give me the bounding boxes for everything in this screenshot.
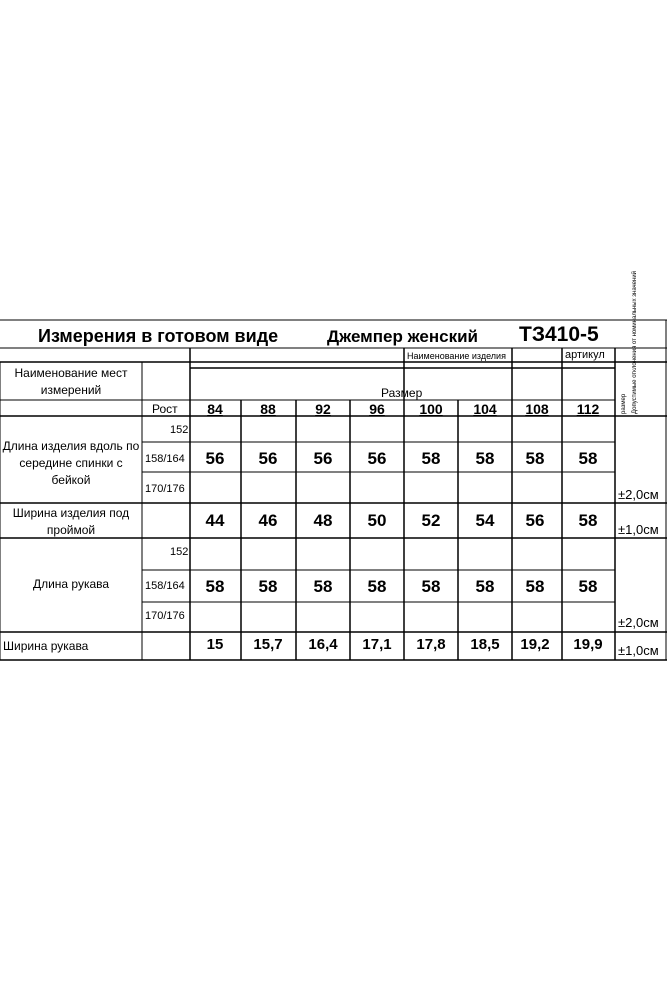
article-caption: артикул bbox=[565, 349, 605, 361]
value-cell: 48 bbox=[313, 511, 333, 530]
value-cell: 58 bbox=[258, 577, 278, 596]
size-cell: 108 bbox=[525, 401, 549, 417]
value-cell: 44 bbox=[205, 511, 225, 530]
value-cell: 58 bbox=[475, 449, 495, 468]
height-header: Рост bbox=[152, 402, 178, 416]
value-cell: 58 bbox=[421, 577, 441, 596]
tolerance-cell: ±1,0см bbox=[618, 522, 659, 537]
value-cell: 16,4 bbox=[308, 636, 338, 653]
row-name: Длина изделия вдоль по середине спинки с бейкой bbox=[2, 439, 140, 487]
tolerance-cell: ±2,0см bbox=[618, 615, 659, 630]
value-cell: 56 bbox=[525, 511, 545, 530]
value-cell: 56 bbox=[313, 449, 333, 468]
article-number: ТЗ410-5 bbox=[519, 323, 599, 346]
size-cell: 88 bbox=[260, 401, 276, 417]
size-cell: 100 bbox=[419, 401, 443, 417]
value-cell: 17,1 bbox=[362, 636, 392, 653]
row-name: Ширина рукава bbox=[3, 639, 89, 653]
value-cell: 19,2 bbox=[520, 636, 550, 653]
row-name: Ширина изделия под проймой bbox=[12, 506, 130, 537]
product-name: Джемпер женский bbox=[327, 327, 478, 346]
value-cell: 58 bbox=[525, 577, 545, 596]
value-cell: 19,9 bbox=[573, 636, 603, 653]
value-cell: 58 bbox=[421, 449, 441, 468]
height-cell: 170/176 bbox=[145, 610, 185, 622]
value-cell: 58 bbox=[205, 577, 225, 596]
height-cell: 152 bbox=[170, 424, 189, 436]
height-cell: 152 bbox=[170, 546, 189, 558]
value-cell: 56 bbox=[205, 449, 225, 468]
measure-header: Наименование мест измерений bbox=[14, 366, 128, 397]
value-cell: 58 bbox=[525, 449, 545, 468]
value-cell: 17,8 bbox=[416, 636, 446, 653]
value-cell: 56 bbox=[367, 449, 387, 468]
value-cell: 58 bbox=[578, 511, 598, 530]
value-cell: 58 bbox=[578, 449, 598, 468]
size-cell: 104 bbox=[473, 401, 497, 417]
size-header: Размер bbox=[381, 386, 423, 400]
value-cell: 52 bbox=[421, 511, 441, 530]
value-cell: 56 bbox=[258, 449, 278, 468]
value-cell: 15 bbox=[206, 636, 224, 653]
height-cell: 170/176 bbox=[145, 483, 185, 495]
value-cell: 15,7 bbox=[253, 636, 283, 653]
height-cell: 158/164 bbox=[145, 453, 185, 465]
row-name: Длина рукава bbox=[32, 577, 110, 591]
value-cell: 46 bbox=[258, 511, 278, 530]
value-cell: 58 bbox=[475, 577, 495, 596]
tolerance-cell: ±1,0см bbox=[618, 643, 659, 658]
size-cell: 112 bbox=[576, 401, 600, 417]
size-cell: 92 bbox=[315, 401, 331, 417]
value-cell: 54 bbox=[475, 511, 495, 530]
value-cell: 58 bbox=[367, 577, 387, 596]
sheet-title: Измерения в готовом виде bbox=[38, 326, 279, 346]
vertical-header-tolerance: Допустимые отклонения от номинальных значений bbox=[632, 270, 638, 414]
vertical-header-size: размер bbox=[621, 393, 627, 414]
size-cell: 96 bbox=[369, 401, 385, 417]
value-cell: 58 bbox=[313, 577, 333, 596]
height-cell: 158/164 bbox=[145, 580, 185, 592]
value-cell: 18,5 bbox=[470, 636, 500, 653]
product-caption: Наименование изделия bbox=[407, 351, 506, 361]
value-cell: 50 bbox=[367, 511, 387, 530]
tolerance-cell: ±2,0см bbox=[618, 487, 659, 502]
size-cell: 84 bbox=[207, 401, 223, 417]
value-cell: 58 bbox=[578, 577, 598, 596]
